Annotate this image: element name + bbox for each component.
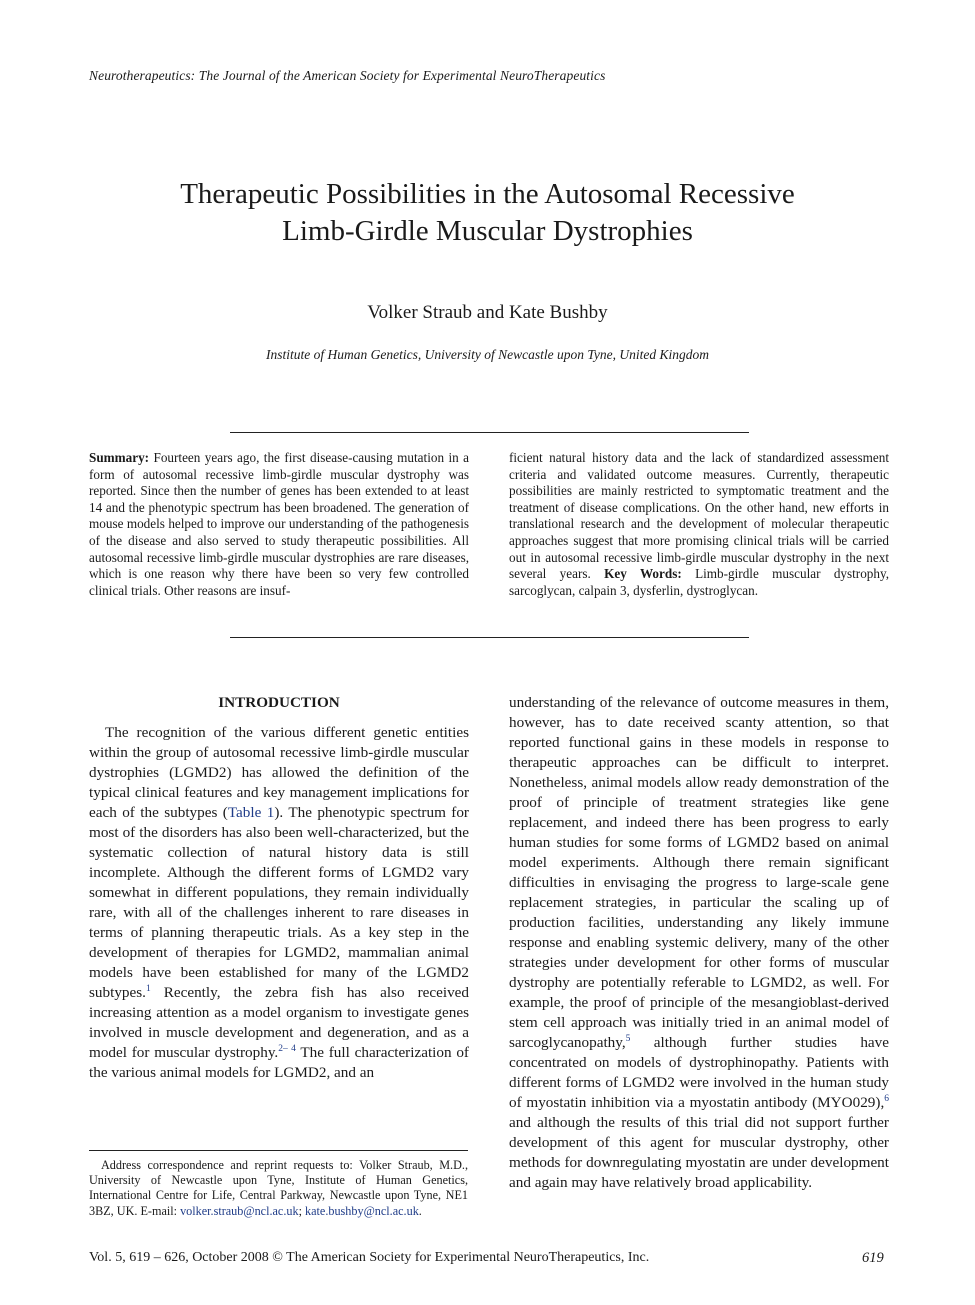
authors: Volker Straub and Kate Bushby: [367, 302, 608, 323]
abstract-text-right: ficient natural history data and the lack of standardized assessment criteria and validated outcome measures. Currently, therapeutic possibilities are mainly restricted to symptomatic treatment and the treatment of disease complications. On the other hand, new efforts in translational research and the development of molecular therapeutic approaches suggest that more promising clinical trials will be carried out in autosomal recessive limb-girdle muscular dystrophy in the next several years.: [509, 450, 889, 582]
reference-link[interactable]: 1: [145, 983, 151, 994]
footer-citation: Vol. 5, 619 – 626, October 2008 © The American Society for Experimental NeuroTherapeutics, Inc.: [89, 1250, 650, 1265]
reference-link[interactable]: 5: [625, 1033, 631, 1044]
summary-label: Summary:: [89, 450, 150, 465]
affiliation: Institute of Human Genetics, University of Newcastle upon Tyne, United Kingdom: [266, 347, 709, 362]
abstract-top-rule: [230, 432, 749, 433]
intro-paragraph: The recognition of the various different genetic entities within the group of autosomal recessive limb-girdle muscular dystrophies (LGMD2) has allowed the definition of the typical clinical features and key management implications for each of the subtypes (Table 1). The phenotypic spectrum for most of the disorders has also been well-characterized, but the systematic collection of natural history data is still incomplete. Although the different forms of LGMD2 vary somewhat in different populations, they remain individually rare, with all of the challenges inherent to rare diseases in terms of planning therapeutic trials. As a key step in the development of therapies for LGMD2, mammalian animal models have been established for many of the LGMD2 subtypes.$^1$ Recently, the zebra fish has also received increasing attention as a model organism to investigate genes involved in muscle development and degeneration, and as a model for muscular dystrophy.$^{2- 4}$ The full characterization of the various animal models for LGMD2, and an: [89, 724, 469, 1081]
correspondence-footnote: Address correspondence and reprint requests to: Volker Straub, M.D., University of Newcastle upon Tyne, Institute of Human Genetics, International Centre for Life, Central Parkway, Newcastle upon Tyne, NE1 3BZ, UK. E-mail: volker.straub@ncl.ac.uk; kate.bushby@ncl.ac.uk.: [89, 1158, 468, 1218]
title-line-1: Therapeutic Possibilities in the Autosomal Recessive: [180, 178, 795, 210]
body-right-column: [509, 693, 889, 1193]
reference-link[interactable]: 2– 4: [278, 1043, 296, 1054]
abstract-text-left: Fourteen years ago, the first disease-causing mutation in a form of autosomal recessive limb-girdle muscular dystrophy was reported. Since then the number of genes has been extended to at least 14 and the phenotypic spectrum has been broadened. The generation of mouse models helped to improve our understanding of the pathogenesis of the disease and also served to study therapeutic possibilities. All autosomal recessive limb-girdle muscular dystrophies are rare diseases, which is one reason why there have been so very few controlled clinical trials. Other reasons are insuf-: [89, 450, 469, 598]
body-left-column: [89, 693, 469, 1083]
journal-name: Neurotherapeutics: The Journal of the American Society for Experimental NeuroTherapeutics: [89, 68, 606, 83]
title-line-2: Limb-Girdle Muscular Dystrophies: [282, 215, 693, 247]
footnote-rule: [89, 1150, 468, 1151]
abstract-bottom-rule: [230, 637, 749, 638]
keywords-text: Limb-girdle muscular dystrophy, sarcoglycan, calpain 3, dysferlin, dystroglycan.: [509, 566, 890, 598]
article-title: [0, 176, 975, 250]
page-number: 619: [862, 1250, 884, 1266]
email-link[interactable]: volker.straub@ncl.ac.uk: [180, 1203, 299, 1218]
abstract-right-column: [509, 450, 889, 599]
keywords-label: Key Words:: [604, 566, 682, 582]
section-heading: INTRODUCTION: [218, 694, 340, 711]
intro-paragraph-continued: understanding of the relevance of outcome measures in them, however, has to date received scanty attention, so that reported functional gains in these models in response to therapeutic approaches can be difficult to interpret. Nonetheless, animal models allow ready demonstration of the proof of principle of treatment strategies like gene replacement, and indeed there has been progress to early human studies for some forms of LGMD2 based on animal model experiments. Although there remain significant difficulties in envisaging the progress to large-scale gene replacement strategies, in particular the scaling up of production facilities, understanding any likely immune response and enabling systemic delivery, many of the other strategies under development for other forms of muscular dystrophy are potentially referable to LGMD2, as well. For example, the proof of principle of the mesangioblast-derived stem cell approach was initially tried in an animal model of sarcoglycanopathy,$^5$ although further studies have concentrated on models of dystrophinopathy. Patients with different forms of LGMD2 were involved in the human study of myostatin inhibition via a myostatin antibody (MYO029),$^6$ and although the results of this trial did not support further development of this agent for muscular dystrophy, other methods for downregulating myostatin are under development and again may have relatively broad applicability.: [509, 694, 889, 1191]
table-link[interactable]: Table 1: [227, 804, 275, 821]
reference-link[interactable]: 6: [884, 1093, 889, 1104]
abstract-left-column: [89, 450, 469, 599]
email-link[interactable]: kate.bushby@ncl.ac.uk: [305, 1203, 419, 1218]
